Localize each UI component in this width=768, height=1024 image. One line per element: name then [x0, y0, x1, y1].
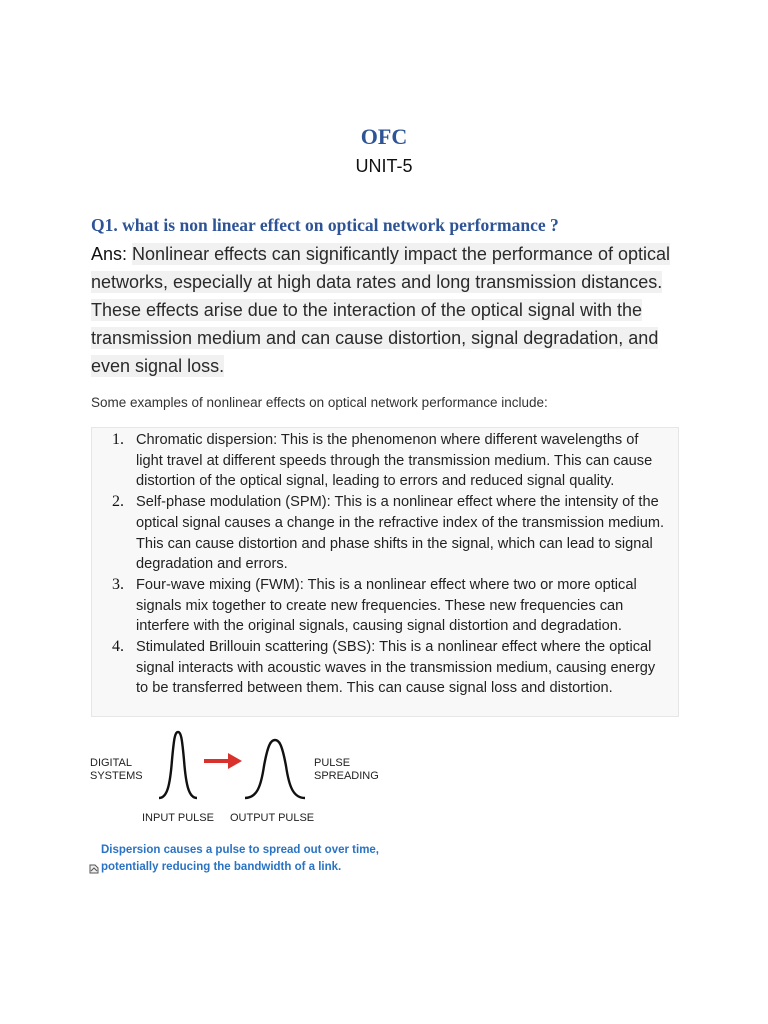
answer-line-5: even signal loss. — [91, 356, 225, 376]
list-item-number: 4. — [112, 638, 124, 656]
answer-line-2: networks, especially at high data rates and long transmission distances. — [91, 272, 663, 292]
list-item-line: Chromatic dispersion: This is the phenomenon where different wavelengths of — [136, 432, 639, 448]
list-item — [92, 492, 680, 575]
figure-left-label-line-1: DIGITAL — [90, 757, 132, 769]
answer-label: Ans: — [91, 244, 128, 264]
answer-paragraph — [91, 240, 691, 380]
list-item-line: Self-phase modulation (SPM): This is a nonlinear effect where the intensity of the — [136, 494, 659, 511]
caption-line-2: potentially reducing the bandwidth of a link. — [101, 861, 342, 873]
list-item-number: 1. — [112, 431, 124, 448]
nonlinear-effects-list — [92, 430, 680, 699]
list-item-line: Stimulated Brillouin scattering (SBS): This is a nonlinear effect where the optical — [136, 639, 652, 656]
list-item-line: signal interacts with acoustic waves in the transmission medium, causing energy — [136, 659, 656, 676]
list-item-line: interfere with the original signals, causing signal distortion and degradation. — [136, 618, 622, 635]
list-item — [92, 637, 680, 699]
output-pulse-label: OUTPUT PULSE — [230, 812, 315, 824]
caption-line-1: Dispersion causes a pulse to spread out over time, — [101, 844, 380, 856]
list-item-line: This can cause distortion and phase shifts in the signal, which can lead to signal — [136, 535, 653, 552]
answer-line-3: These effects arise due to the interaction of the optical signal with the — [91, 300, 642, 320]
answer-line-1: Nonlinear effects can significantly impact the performance of optical — [132, 244, 670, 264]
figure-right-label-line-1: PULSE — [314, 757, 351, 769]
list-item-line: signals mix together to create new frequencies. These new frequencies can — [136, 597, 624, 614]
document-title: OFC — [360, 124, 408, 149]
icon-page-shape — [90, 865, 98, 873]
list-item-number: 3. — [112, 575, 124, 593]
list-item-number: 2. — [112, 493, 124, 511]
figure-caption — [101, 842, 391, 876]
question-heading: Q1. what is non linear effect on optical network performance ? — [91, 215, 559, 235]
list-item-line: light travel at different speeds through the transmission medium. This can cause — [136, 452, 653, 469]
examples-intro: Some examples of nonlinear effects on optical network performance include: — [91, 395, 548, 410]
figure-right-label-line-2: SPREADING — [314, 770, 379, 782]
broken-image-icon — [88, 862, 101, 875]
document-subtitle: UNIT-5 — [355, 156, 413, 176]
list-item — [92, 575, 680, 637]
list-item-line: to be transferred between them. This can cause signal loss and distortion. — [136, 680, 613, 697]
list-item-line: distortion of the optical signal, leading to errors and reduced signal quality. — [136, 473, 615, 490]
nonlinear-effects-list-box — [91, 427, 679, 717]
list-item-line: degradation and errors. — [136, 556, 288, 573]
answer-line-4: transmission medium and can cause distortion, signal degradation, and — [91, 328, 659, 348]
list-item — [92, 430, 680, 492]
list-item-line: optical signal causes a change in the refractive index of the transmission medium. — [136, 514, 665, 531]
input-pulse-label: INPUT PULSE — [142, 812, 214, 824]
figure-left-label-line-2: SYSTEMS — [90, 770, 143, 782]
list-item-line: Four-wave mixing (FWM): This is a nonlinear effect where two or more optical — [136, 576, 637, 593]
